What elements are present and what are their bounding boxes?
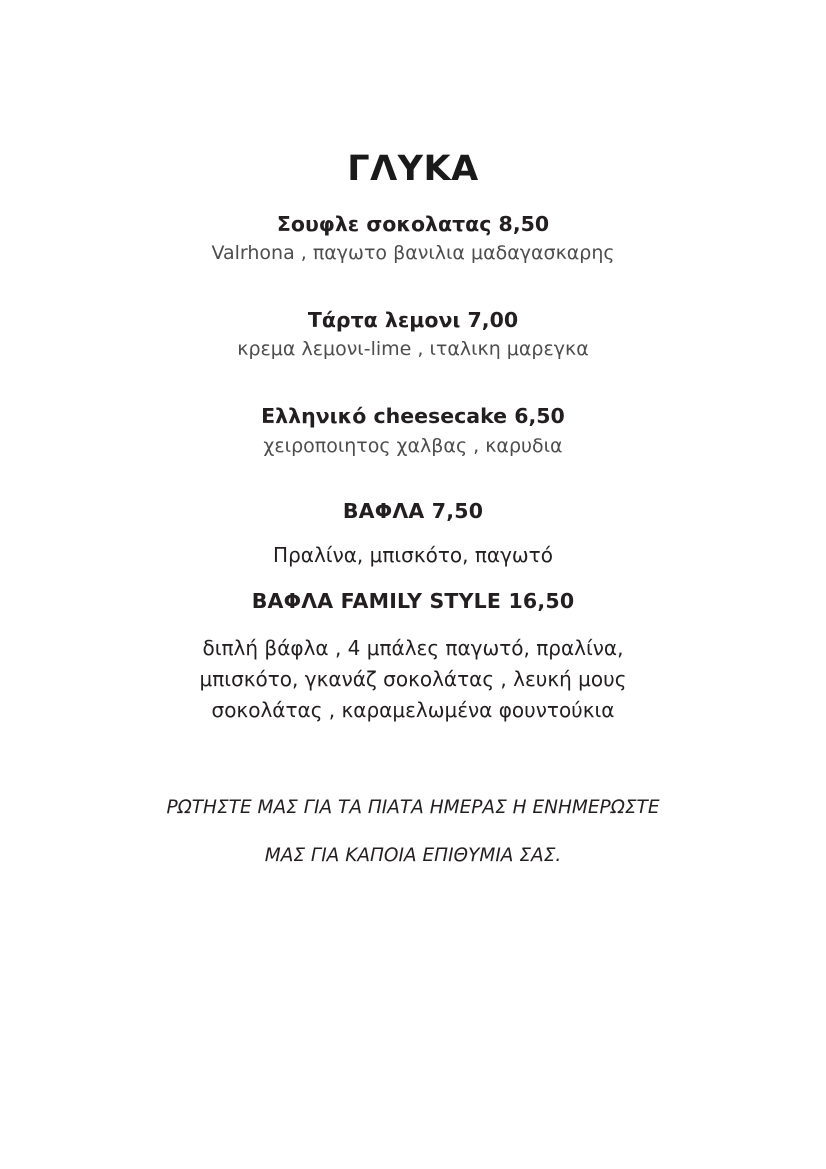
menu-item — [120, 403, 706, 459]
menu-item-name: Σουφλε σοκολατας 8,50 — [276, 211, 550, 236]
waffle-family-description: διπλή βάφλα , 4 μπάλες παγωτό, πραλίνα, μπισκότο, γκανάζ σοκολάτας , λευκή μους σοκολάτας , καραμελωμένα φουντούκια — [199, 636, 627, 723]
footer-note-line-1: ΡΩΤΗΣΤΕ ΜΑΣ ΓΙΑ ΤΑ ΠΙΑΤΑ ΗΜΕΡΑΣ Η ΕΝΗΜΕΡΩΣΤΕ — [166, 797, 660, 819]
menu-item-description: χειροποιητος χαλβας , καρυδια — [263, 434, 563, 457]
spacer — [120, 477, 706, 499]
spacer — [120, 381, 706, 403]
waffle-description: Πραλίνα, μπισκότο, παγωτό — [273, 543, 553, 568]
menu-item-description: κρεμα λεμονι-lime , ιταλικη μαρεγκα — [237, 338, 589, 361]
menu-item-name: Τάρτα λεμονι 7,00 — [307, 307, 519, 332]
waffle-section — [120, 499, 706, 726]
waffle-family-title: ΒΑΦΛΑ FAMILY STYLE 16,50 — [251, 589, 575, 614]
menu-item-name: Ελληνικό cheesecake 6,50 — [261, 404, 565, 429]
waffle-title: ΒΑΦΛΑ 7,50 — [342, 499, 484, 524]
page-title: ΓΛΥΚΑ — [347, 149, 479, 189]
menu-item — [120, 211, 706, 267]
footer-note-line-2: ΜΑΣ ΓΙΑ ΚΑΠΟΙΑ ΕΠΙΘΥΜΙΑ ΣΑΣ. — [264, 845, 562, 867]
desserts-section — [120, 211, 706, 460]
menu-item — [120, 307, 706, 363]
spacer — [120, 285, 706, 307]
footer-note — [120, 794, 706, 870]
menu-item-description: Valrhona , παγωτο βανιλια μαδαγασκαρης — [211, 242, 615, 265]
